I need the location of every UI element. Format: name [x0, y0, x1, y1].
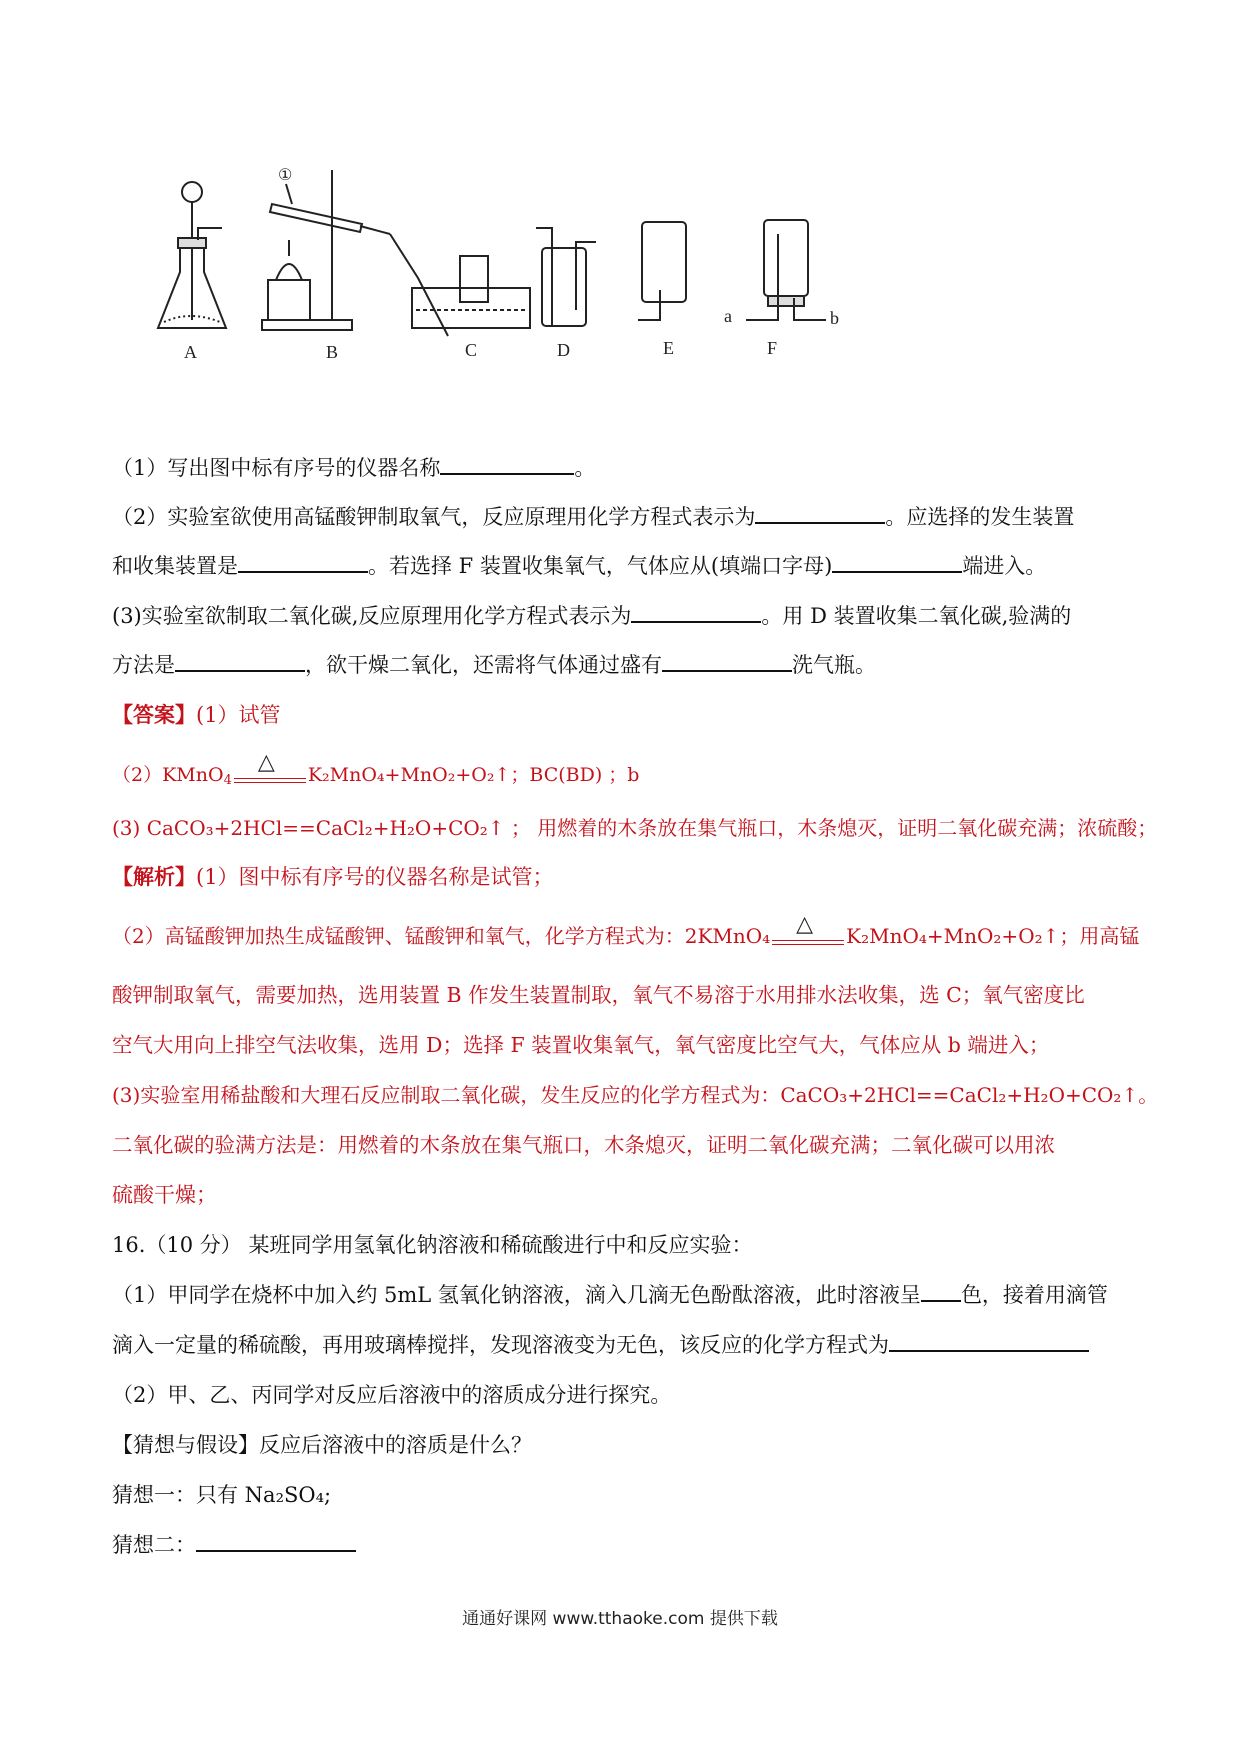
- apparatus-figure: [150, 160, 950, 410]
- q16-guess-2: 猜想二：: [112, 1530, 1132, 1560]
- blank-q16-color: [921, 1296, 961, 1302]
- analysis-tag: 【解析】: [112, 864, 196, 889]
- blank-q16-equation: [889, 1346, 1089, 1352]
- label-f: F: [767, 338, 778, 358]
- label-e: E: [663, 338, 674, 358]
- apparatus-b-heating: [262, 165, 448, 336]
- apparatus-d-bottle: [536, 228, 596, 326]
- analysis-line6: 二氧化碳的验满方法是：用燃着的木条放在集气瓶口，木条熄灭，证明二氧化碳充满；二氧化碳可以用浓: [112, 1133, 1055, 1157]
- question-1: （1）写出图中标有序号的仪器名称 。: [112, 456, 596, 480]
- apparatus-e-bottle: [638, 222, 686, 320]
- q16-guess-1: 猜想一：只有 Na₂SO₄;: [112, 1483, 332, 1507]
- blank-q16-guess2: [196, 1546, 356, 1552]
- answer-line3: (3) CaCO₃+2HCl==CaCl₂+H₂O+CO₂↑ ； 用燃着的木条放在集气瓶口，木条熄灭，证明二氧化碳充满；浓硫酸；: [112, 816, 1158, 840]
- apparatus-drawing: [150, 160, 950, 410]
- analysis-line4: 空气大用向上排空气法收集，选用 D；选择 F 装置收集氧气，氧气密度比空气大，气体应从 b 端进入；: [112, 1033, 1050, 1057]
- blank-q3-reagent: [662, 666, 792, 672]
- label-a: A: [184, 342, 197, 362]
- heat-arrow-2: △: [772, 928, 844, 948]
- blank-q3-equation: [631, 617, 761, 623]
- answer-line2: （2）KMnO$_4$ △ K₂MnO₄+MnO₂+O₂↑；BC(BD) ；b: [112, 750, 640, 788]
- blank-q2-equation: [755, 518, 885, 524]
- marker-1: ①: [278, 165, 293, 184]
- q16-p1-line1: （1）甲同学在烧杯中加入约 5mL 氢氧化钠溶液，滴入几滴无色酚酞溶液，此时溶液呈 色，接着用滴管: [112, 1283, 1108, 1307]
- question-2-line2: 和收集装置是 。若选择 F 装置收集氧气，气体应从(填端口字母) 端进入。: [112, 554, 1047, 578]
- question-3-line1: (3)实验室欲制取二氧化碳,反应原理用化学方程式表示为 。用 D 装置收集二氧化碳,验满的: [112, 604, 1072, 628]
- label-d: D: [557, 340, 570, 360]
- apparatus-f-bottle: [746, 220, 826, 320]
- blank-q1: [440, 469, 574, 475]
- answer-tag: 【答案】: [112, 702, 196, 727]
- q16-title: 16.（10 分） 某班同学用氢氧化钠溶液和稀硫酸进行中和反应实验：: [112, 1233, 753, 1257]
- page-footer: 通通好课网 www.tthaoke.com 提供下载: [462, 1609, 778, 1629]
- q16-p1-line2: 滴入一定量的稀硫酸，再用玻璃棒搅拌，发现溶液变为无色，该反应的化学方程式为: [112, 1330, 1132, 1360]
- answer-line1: 【答案】(1）试管: [112, 702, 281, 727]
- question-3-line2: 方法是 ，欲干燥二氧化，还需将气体通过盛有 洗气瓶。: [112, 653, 876, 677]
- q16-p2: （2）甲、乙、丙同学对反应后溶液中的溶质成分进行探究。: [112, 1383, 672, 1407]
- analysis-line5: (3)实验室用稀盐酸和大理石反应制取二氧化碳，发生反应的化学方程式为：CaCO₃+2HCl==CaCl₂+H₂O+CO₂↑。: [112, 1083, 1159, 1107]
- question-2-line1: （2）实验室欲使用高锰酸钾制取氧气，反应原理用化学方程式表示为 。应选择的发生装置: [112, 505, 1075, 529]
- blank-q2-port: [832, 567, 962, 573]
- port-a-label: a: [724, 306, 732, 326]
- port-b-label: b: [830, 308, 839, 328]
- blank-q3-method: [175, 666, 305, 672]
- label-c: C: [465, 340, 478, 360]
- q16-hypothesis: 【猜想与假设】反应后溶液中的溶质是什么？: [112, 1433, 532, 1457]
- apparatus-a-flask: [158, 182, 226, 328]
- analysis-line7: 硫酸干燥；: [112, 1183, 217, 1207]
- label-b: B: [326, 342, 339, 362]
- apparatus-c-trough: [412, 256, 530, 328]
- analysis-line3: 酸钾制取氧气，需要加热，选用装置 B 作发生装置制取，氧气不易溶于水用排水法收集，选 C；氧气密度比: [112, 983, 1085, 1007]
- analysis-line2: （2）高锰酸钾加热生成锰酸钾、锰酸钾和氧气，化学方程式为：2KMnO₄ △ K₂MnO₄+MnO₂+O₂↑；用高锰: [112, 911, 1140, 948]
- analysis-line1: 【解析】(1）图中标有序号的仪器名称是试管；: [112, 864, 554, 889]
- heat-arrow: △: [234, 766, 306, 786]
- blank-q2-apparatus: [238, 567, 368, 573]
